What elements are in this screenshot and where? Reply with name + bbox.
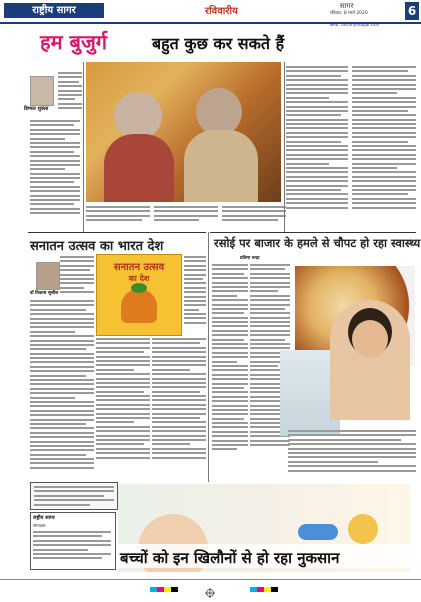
- kalash-illustration: [121, 289, 157, 323]
- color-registration-yellow: [264, 587, 271, 592]
- divider: [210, 232, 416, 233]
- column-rule: [208, 232, 209, 482]
- article-text-column: [352, 66, 416, 230]
- headline-sanatan: सनातन उत्सव का भारत देश: [30, 239, 164, 254]
- article-text-column: [96, 338, 150, 478]
- main-headline-rest: बहुत कुछ कर सकते हैं: [152, 34, 285, 53]
- notice-text: [34, 486, 114, 506]
- author-photo: [30, 76, 54, 106]
- article-text-column: [86, 206, 150, 230]
- article-text-column: [60, 256, 94, 300]
- author-photo: [36, 262, 60, 290]
- color-registration-magenta: [257, 587, 264, 592]
- poster-title: सनातन उत्सव: [113, 262, 165, 273]
- article-text-column: [286, 66, 348, 230]
- author-name: डिम्पल शुक्ला: [24, 106, 49, 112]
- elderly-couple-photo: [86, 62, 281, 202]
- color-registration-yellow: [164, 587, 171, 592]
- article-text-column: [30, 120, 80, 228]
- poster-subtitle: का देश: [128, 273, 150, 283]
- page-number: 6: [405, 2, 419, 20]
- column-rule: [83, 62, 84, 232]
- author-name: प्रतिमा चन्द्रा: [240, 256, 260, 261]
- column-rule: [284, 62, 285, 232]
- newspaper-logo: राष्ट्रीय सागर: [4, 3, 104, 18]
- article-text-column: [152, 338, 206, 478]
- article-text-column: [58, 72, 82, 116]
- article-text-column: [30, 300, 94, 496]
- headline-toys-part1: बच्चों को: [120, 549, 169, 567]
- headline-kitchen-health: रसोई पर बाजार के हमले से चौपट हो रहा स्वास्थ्य: [214, 236, 421, 250]
- leaf-illustration: [131, 283, 147, 293]
- main-headline-highlight: हम बुजुर्ग: [40, 30, 108, 54]
- article-text-column: [184, 256, 206, 336]
- imprint-box: [30, 512, 116, 570]
- edition-date: रविवार, 8 मार्च 2020: [330, 11, 368, 16]
- notice-box: [30, 482, 118, 510]
- color-registration-cyan: [250, 587, 257, 592]
- main-headline: [40, 28, 400, 56]
- imprint-text: [33, 531, 111, 565]
- edition-city: सागर: [340, 2, 354, 10]
- article-text-column: [154, 206, 218, 230]
- imprint-editor-label: संपादक: [33, 524, 46, 529]
- article-text-column: [212, 264, 248, 480]
- imprint-title: राष्ट्रीय सागर: [33, 515, 55, 521]
- color-registration-magenta: [157, 587, 164, 592]
- color-registration-black: [171, 587, 178, 592]
- color-registration-black: [271, 587, 278, 592]
- color-registration-cyan: [150, 587, 157, 592]
- boy-eating-photo: [330, 300, 410, 420]
- headline-toys-part2: इन खिलौनों से हो रहा नुकसान: [173, 549, 340, 567]
- website-text: web: rashtriyasagar.com: [330, 22, 380, 27]
- author-name: डॉ विकास सुशील: [30, 291, 59, 296]
- article-text-column: [288, 430, 416, 482]
- article-text-column: [222, 206, 286, 230]
- crosshair-icon: [205, 583, 215, 593]
- festival-poster-image: [96, 254, 182, 336]
- divider: [28, 232, 206, 233]
- section-title: रविवारीय: [205, 6, 238, 17]
